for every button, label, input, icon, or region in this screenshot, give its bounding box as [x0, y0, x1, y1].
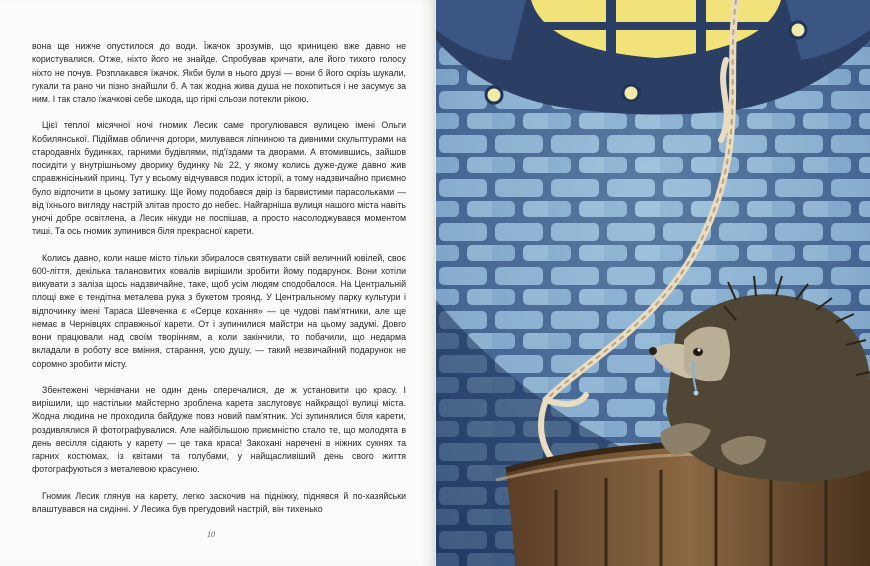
left-page: [0, 0, 434, 566]
story-text: [32, 40, 406, 516]
paragraph-5: Гномик Лесик глянув на карету, легко заскочив на підніжку, піднявся й по-хазяйськи влаштувався на сидінні. У Лесика був прегудовий настрій, він тихенько: [32, 490, 406, 514]
page-number: 10: [207, 530, 215, 539]
paragraph-3: Колись давно, коли наше місто тільки збиралося святкувати свій величний ювілей, своє 600-ліття, декілька талановитих ковалів вирішили зробити йому подарунок. Вони хотіли викувати з заліза щось надзвичайне, таке, щоб усім людям сподобалося. На Центральній площі вже є тендітна металева рука з букетом троянд. У Центральному парку культури і відпочинку імені Тараса Шевченка є «Серце кохання» — це чудові пам'ятники, але ще немає в Чернівцях справжньої карети. От і зупинилися майстри на цьому задумі. Довго вони працювали над своїм творінням, а коли закінчили, то побачили, що недарма вкладали в роботу все вміння, старання, усю душу, — такий незвичайний подарунок не соромно зробити місту.: [32, 252, 406, 369]
right-page: [436, 0, 870, 566]
paragraph-4: Збентежені чернівчани не один день сперечалися, де ж установити цю красу. І вирішили, що настільки майстерно зроблена карета заслуговує найкращої вулиці міста. Жодна людина не проходила байдуже повз новий пам'ятник. Усі зупинялися біля карети, роздивлялися й фотографувалися. Але найбільшою приємністю стало те, що молодята в день весілля сідають у карету — це така краса! Закохані наречені в ніжних сукнях та гарних костюмах, із квітами та голубами, у найщасливіший день свого життя фотографуються з металевою красунею.: [32, 384, 406, 475]
paragraph-2: Цієї теплої місячної ночі гномик Лесик саме прогулювався вулицею імені Ольги Кобилянської. Підіймав обличчя догори, милувався ліпниною та дивними скульптурами на стародавніх будинках, гарними будівлями, під'їздами та дворами. А втомившись, зайшов посидіти у внутрішньому дворику будинку № 22, у якому колись дуже-дуже давно жив справжнісінький принц. Тут у всьому відчувався подих історії, а тому надзвичайно приємно було відпочити в цьому затишку. Ще йому подобався двір із барвистими парасольками — від їхнього вигляду настрій злітав просто до небес. Найгарніша вулиця нашого міста навіть уночі добре освітлена, а Лесик нікуди не поспішав, а просто насолоджувався моментом тиші. Та ось гномик зупинився біля прекрасної карети.: [32, 120, 406, 237]
illustration-hedgehog-in-well: [436, 0, 870, 566]
paragraph-1: вона ще нижче опустилося до води. Їжачок зрозумів, що криницею вже давно не користувалися. Отже, ніхто його не знайде. Спробував кричати, але його тихого голосу ніхто не почув. Розплакався їжачок. Якби були в нього друзі — вони б його скрізь шукали, гукали та рано чи пізно знайшли б. А так жодна жива душа не похопиться і не засумує за ним. І так стало їжачкові себе шкода, що гіркі сльози потекли рікою.: [32, 41, 406, 104]
